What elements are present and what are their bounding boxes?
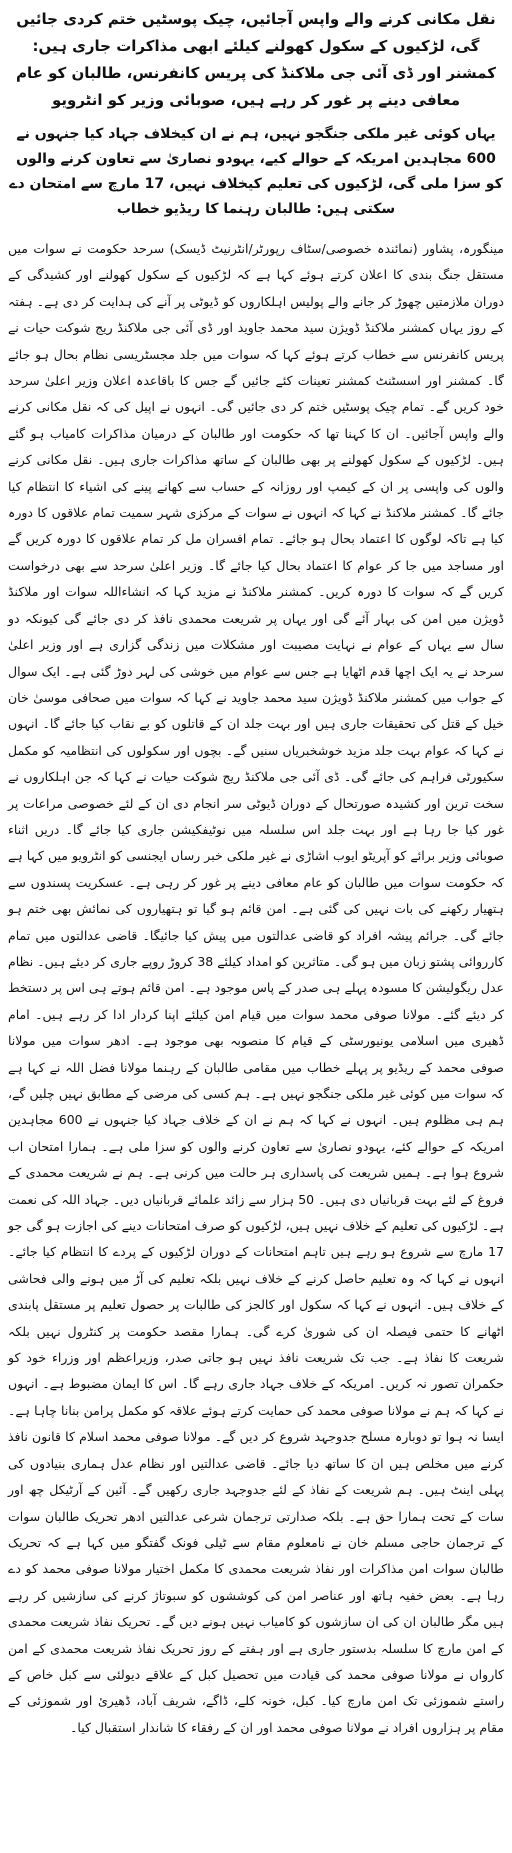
article-body: مینگورہ، پشاور (نمائندہ خصوصی/سٹاف رپورٹر/انٹرنیٹ ڈیسک) سرحد حکومت نے سوات میں مستقل جنگ بندی کا اعلان کرتے ہوئے کہا ہے کہ لڑکیوں کے سکول کھولنے اور کشیدگی کے دوران ملازمتیں چھوڑ کر جانے والے پولیس اہلکاروں کو ڈیوٹی پر آنے کی ہدایت کر دی ہے۔ ہفتہ کے روز یہاں کمشنر ملاکنڈ ڈویژن سید محمد جاوید اور ڈی آئی جی ملاکنڈ ریج شوکت حیات نے پریس کانفرنس سے خطاب کرتے ہوئے کہا کہ سوات میں جلد مجسٹریسی نظام بحال ہو جائے گا۔ کمشنر اور اسسٹنٹ کمشنر تعینات کئے جائیں گے جس کا باقاعدہ اعلان وزیر اعلیٰ سرحد خود کریں گے۔ تمام چیک پوسٹیں ختم کر دی جائیں گی۔ انہوں نے اپیل کی کہ نقل مکانی کرنے والے واپس آجائیں۔ ان کا کہنا تھا کہ حکومت اور طالبان کے درمیان مذاکرات کامیاب ہو گئے ہیں۔ لڑکیوں کے سکول کھولنے پر بھی طالبان کے ساتھ مذاکرات جاری ہیں۔ نقل مکانی کرنے والوں کی واپسی پر ان کے کیمپ اور روزانہ کے حساب سے کھانے پینے کی اشیاء کا انتظام کیا جائے گا۔ کمشنر ملاکنڈ نے کہا کہ انہوں نے سوات کے مرکزی شہر سمیت تمام علاقوں کا دورہ کیا ہے تاکہ لوگوں کا اعتماد بحال ہو جائے۔ تمام افسران مل کر تمام علاقوں کا دورہ کریں گے اور مساجد میں جا کر عوام کا اعتماد بحال کیا جائے گا۔ وزیر اعلیٰ سرحد سے بھی درخواست کریں گے کہ سوات کا دورہ کریں۔ کمشنر ملاکنڈ نے مزید کہا کہ انشاءاللہ سوات اور ملاکنڈ ڈویژن میں امن کی بہار آئے گی اور یہاں پر شریعت محمدی نافذ کر دی جائے گی کیونکہ دو سال سے یہاں کے عوام نے نہایت مصیبت اور مشکلات میں زندگی گزاری ہے اور وزیر اعلیٰ سرحد نے یہ ایک اچھا قدم اٹھایا ہے جس سے عوام میں خوشی کی لہر دوڑ گئی ہے۔ ایک سوال کے جواب میں کمشنر ملاکنڈ ڈویژن سید محمد جاوید نے کہا کہ سوات میں صحافی موسیٰ خان خیل کے قتل کی تحقیقات جاری ہیں اور بہت جلد ان کے قاتلوں کو بے نقاب کیا جائے گا۔ انہوں نے کہا کہ عوام بہت جلد مزید خوشخبریاں سنیں گے۔ بچوں اور سکولوں کی انتظامیہ کو مکمل سکیورٹی فراہم کی جائے گی۔ ڈی آئی جی ملاکنڈ ریج شوکت حیات نے کہا کہ جن اہلکاروں نے سخت ترین اور کشیدہ صورتحال کے دوران ڈیوٹی سر انجام دی ان کے لئے خصوصی مراعات پر غور کیا جا رہا ہے اور بہت جلد اس سلسلہ میں نوٹیفکیشن جاری کیا جائے گا۔ دریں اثناء صوبائی وزیر برائے کو آپریٹو ایوب اشاڑی نے غیر ملکی خبر رساں ایجنسی کو انٹرویو میں کہا ہے کہ حکومت سوات میں طالبان کو عام معافی دینے پر غور کر رہی ہے۔ عسکریت پسندوں سے ہتھیار رکھنے کی بات نہیں کی گئی ہے۔ امن قائم ہو گیا تو ہتھیاروں کی نمائش بھی ختم ہو جائے گی۔ جرائم پیشہ افراد کو قاضی عدالتوں میں پیش کیا جائیگا۔ قاضی عدالتوں میں تمام کارروائی پشتو زبان میں ہو گی۔ متاثرین کو امداد کیلئے 38 کروڑ روپے جاری کر دیئے ہیں۔ نظام عدل ریگولیشن کا مسودہ پہلے ہی صدر کے پاس موجود ہے۔ امن قائم ہوتے ہی اس پر دستخط کر دیئے گئے۔ مولانا صوفی محمد سوات میں قیام امن کیلئے اپنا کردار ادا کر رہے ہیں۔ امام ڈھیری میں اسلامی یونیورسٹی کے قیام کا منصوبہ بھی موجود ہے۔ ادھر سوات میں مولانا صوفی محمد کے ریڈیو پر پہلے خطاب میں مقامی طالبان کے رہنما مولانا فضل اللہ نے کہا ہے کہ سوات میں کوئی غیر ملکی جنگجو نہیں ہے۔ ہم کسی کی مرضی کے مطابق نہیں چلیں گے، ہم ہی مظلوم ہیں۔ انہوں نے کہا کہ ہم نے ان کے خلاف جہاد کیا جنہوں نے 600 مجاہدین امریکہ کے حوالے کئے، یہودو نصاریٰ سے تعاون کرنے والوں کو سزا ملی ہے۔ ہمارا امتحان اب شروع ہوا ہے۔ ہمیں شریعت کی پاسداری ہر حالت میں کرنی ہے۔ ہم نے شریعت محمدی کے فروغ کے لئے بہت قربانیاں دی ہیں۔ 50 ہزار سے زائد علمائے قربانیاں دیں۔ جہاد اللہ کی نعمت ہے۔ لڑکیوں کی تعلیم کے خلاف نہیں ہیں، لڑکیوں کو صرف امتحانات دینے کی اجازت ہو گی جو 17 مارچ سے شروع ہو رہے ہیں تاہم امتحانات کے دوران لڑکیوں کے پردے کا انتظام کیا جائے۔ انہوں نے کہا کہ وہ تعلیم حاصل کرنے کے خلاف نہیں بلکہ تعلیم کی آڑ میں ہونے والی فحاشی کے خلاف ہیں۔ انہوں نے کہا کہ سکول اور کالجز کی طالبات پر حصول تعلیم پر مستقل پابندی اٹھانے کا حتمی فیصلہ ان کی شوریٰ کرے گی۔ ہمارا مقصد حکومت پر کنٹرول نہیں بلکہ شریعت کا نفاذ ہے۔ جب تک شریعت نافذ نہیں ہو جاتی صدر، وزیراعظم اور وزراء خود کو حکمران تصور نہ کریں۔ امریکہ کے خلاف جہاد جاری رہے گا۔ اس کا ایمان مضبوط ہے۔ انہوں نے کہا کہ ہم نے مولانا صوفی محمد کی حمایت کرتے ہوئے علاقہ کو مکمل پرامن بنانا چاہا ہے۔ ایسا نہ ہوا تو دوبارہ مسلح جدوجہد شروع کر دیں گے۔ مولانا صوفی محمد اسلام کا قانون نافذ کرنے میں مخلص ہیں ان کا ساتھ دیا جائے۔ قاضی عدالتیں اور نظام عدل ہماری بنیادوں کی پہلی اینٹ ہیں۔ ہم شریعت کے نفاذ کے لئے جدوجہد جاری رکھیں گے۔ آئین کے آرٹیکل چھ اور سات کے تحت ہمارا حق ہے۔ بلکہ صدارتی ترجمان شرعی عدالتیں ادھر تحریک طالبان سوات کے ترجمان حاجی مسلم خان نے نامعلوم مقام سے ٹیلی فونک گفتگو میں کہا ہے کہ تحریک طالبان سوات امن مذاکرات اور نفاذ شریعت محمدی کا مکمل اختیار مولانا صوفی محمد کو دے رہا ہے۔ بعض خفیہ ہاتھ اور عناصر امن کی کوششوں کو سبوتاژ کرنے کی سازشیں کر رہے ہیں مگر طالبان ان کی ان سازشوں کو کامیاب نہیں ہونے دیں گے۔ تحریک نفاذ شریعت محمدی کے امن مارچ کا سلسلہ بدستور جاری ہے اور ہفتے کے روز تحریک نفاذ شریعت محمدی کے امن کارواں نے مولانا صوفی محمد کی قیادت میں تحصیل کبل کے علاقے دیولئی سے کبل خاص کے راستے شموزئی تک امن مارچ کیا۔ کبل، خونہ کلے، ڈاگے، شریف آباد، ڈھیرئ اور شموزئی کے مقام پر ہزاروں افراد نے مولانا صوفی محمد اور ان کے رفقاء کا شاندار استقبال کیا۔	[8, 241, 504, 1735]
headline: نقل مکانی کرنے والے واپس آجائیں، چیک پوسٹیں ختم کردی جائیں گی، لڑکیوں کے سکول کھولنے کیلئے ابھی مذاکرات جاری ہیں: کمشنر اور ڈی آئی جی ملاکنڈ کی پریس کانفرنس، طالبان کو عام معافی دینے پر غور کر رہے ہیں، صوبائی وزیر کو انٹرویو	[16, 10, 496, 109]
subheadline: یہاں کوئی غیر ملکی جنگجو نہیں، ہم نے ان کیخلاف جہاد کیا جنہوں نے 600 مجاہدین امریکہ کے حوالے کیے، یہودو نصاریٰ سے تعاون کرنے والوں کو سزا ملی گی، لڑکیوں کی تعلیم کیخلاف نہیں، 17 مارچ سے امتحان دے سکتی ہیں: طالبان رہنما کا ریڈیو خطاب	[9, 126, 503, 217]
